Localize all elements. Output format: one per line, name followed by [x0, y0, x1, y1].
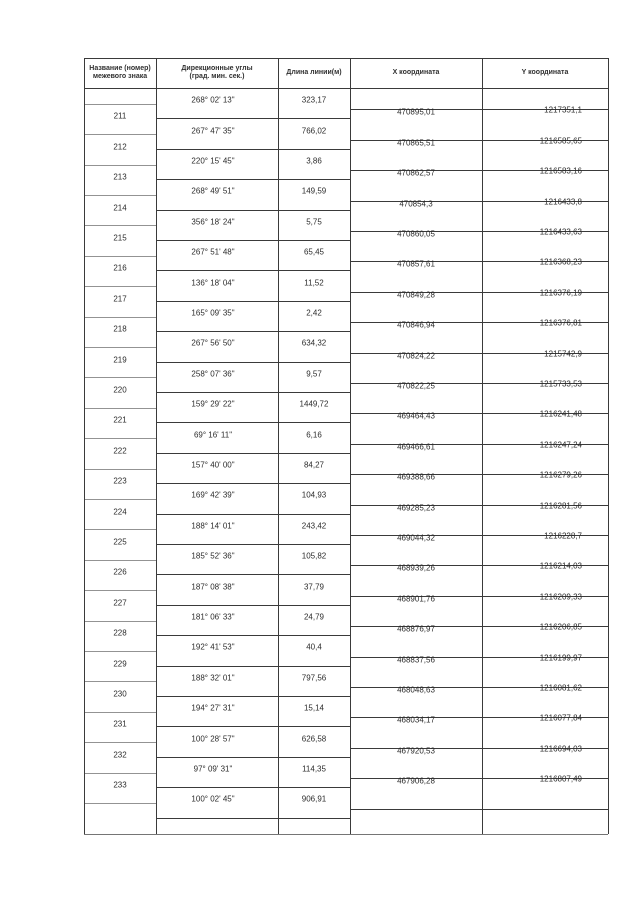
length-cell: 11,52 — [304, 278, 324, 288]
y-coordinate-cell: 1216585,65 — [539, 136, 582, 146]
y-coordinate-cell: 1216376,81 — [539, 318, 582, 328]
row-separator-angle — [156, 270, 350, 271]
x-coordinate-cell: 469466,61 — [397, 442, 435, 452]
row-separator-name — [84, 377, 156, 378]
length-cell: 104,93 — [301, 490, 327, 500]
row-separator-name — [84, 590, 156, 591]
point-name-cell: 219 — [113, 355, 127, 365]
point-name-cell: 231 — [113, 719, 127, 729]
row-separator-name — [84, 438, 156, 439]
row-separator-angle — [156, 331, 350, 332]
y-coordinate-cell: 1215733,53 — [539, 379, 582, 389]
point-name-cell: 222 — [113, 446, 127, 456]
point-name-cell: 225 — [113, 537, 127, 547]
row-separator-angle — [156, 453, 350, 454]
length-cell: 40,4 — [306, 642, 322, 652]
point-name-cell: 212 — [113, 142, 127, 152]
angle-cell: 69° 16' 11" — [193, 430, 233, 440]
length-cell: 797,56 — [301, 673, 327, 683]
angle-cell: 100° 28' 57" — [191, 734, 235, 744]
x-coordinate-cell: 470849,28 — [397, 290, 435, 300]
length-cell: 243,42 — [301, 521, 327, 531]
y-coordinate-cell: 1216368,23 — [539, 257, 582, 267]
point-name-cell: 233 — [113, 780, 127, 790]
y-coordinate-cell: 1216281,56 — [539, 501, 582, 511]
table-bottom-border — [84, 834, 608, 835]
row-separator-name — [84, 256, 156, 257]
length-cell: 9,57 — [306, 369, 322, 379]
x-coordinate-cell: 470895,01 — [397, 107, 435, 117]
y-coordinate-cell: 1215742,9 — [544, 349, 582, 359]
row-separator-angle — [156, 696, 350, 697]
row-separator-name — [84, 499, 156, 500]
row-separator-name — [84, 347, 156, 348]
angle-cell: 136° 18' 04" — [191, 278, 235, 288]
x-coordinate-cell: 470857,61 — [397, 259, 435, 269]
row-separator-angle — [156, 514, 350, 515]
y-coordinate-cell: 1216433,8 — [544, 197, 582, 207]
length-cell: 65,45 — [303, 247, 325, 257]
x-coordinate-cell: 470862,57 — [397, 168, 435, 178]
x-coordinate-cell: 468034,17 — [397, 715, 435, 725]
length-cell: 149,59 — [301, 186, 327, 196]
point-name-cell: 218 — [113, 324, 127, 334]
point-name-cell: 215 — [113, 233, 127, 243]
x-coordinate-cell: 469464,43 — [397, 411, 435, 421]
point-name-cell: 213 — [113, 172, 127, 182]
row-separator-coords — [350, 809, 608, 810]
point-name-cell: 211 — [113, 111, 127, 121]
x-coordinate-cell: 468876,97 — [397, 624, 435, 634]
angle-cell: 356° 18' 24" — [191, 217, 235, 227]
x-coordinate-cell: 467906,28 — [397, 776, 435, 786]
length-cell: 114,35 — [302, 764, 326, 774]
x-coordinate-cell: 469388,66 — [397, 472, 435, 482]
angle-cell: 157° 40' 00" — [191, 460, 235, 470]
row-separator-name — [84, 560, 156, 561]
angle-cell: 165° 09' 35" — [191, 308, 235, 318]
x-coordinate-cell: 470854,3 — [399, 199, 433, 209]
point-name-cell: 217 — [113, 294, 127, 304]
row-separator-name — [84, 317, 156, 318]
point-name-cell: 223 — [113, 476, 127, 486]
column-border — [608, 58, 609, 834]
row-separator-angle — [156, 666, 350, 667]
x-coordinate-cell: 470822,25 — [397, 381, 435, 391]
row-separator-name — [84, 286, 156, 287]
x-coordinate-cell: 469044,32 — [397, 533, 435, 543]
point-name-cell: 229 — [113, 659, 127, 669]
angle-cell: 100° 02' 45" — [191, 794, 235, 804]
point-name-cell: 224 — [113, 507, 127, 517]
row-separator-name — [84, 681, 156, 682]
point-name-cell: 227 — [113, 598, 127, 608]
point-name-cell: 216 — [113, 263, 127, 273]
column-border — [156, 58, 157, 834]
row-separator-name — [84, 134, 156, 135]
row-separator-angle — [156, 483, 350, 484]
length-cell: 105,82 — [301, 551, 327, 561]
angle-cell: 188° 14' 01" — [191, 521, 235, 531]
row-separator-angle — [156, 179, 350, 180]
header-x: X координата — [392, 69, 440, 76]
y-coordinate-cell: 1216247,24 — [539, 440, 582, 450]
y-coordinate-cell: 1216081,62 — [539, 683, 582, 693]
y-coordinate-cell: 1216206,85 — [539, 622, 582, 632]
row-separator-name — [84, 773, 156, 774]
column-border — [278, 58, 279, 834]
x-coordinate-cell: 470860,05 — [397, 229, 435, 239]
angle-cell: 267° 56' 50" — [191, 338, 235, 348]
x-coordinate-cell: 469285,23 — [397, 503, 435, 513]
y-coordinate-cell: 1216077,84 — [539, 713, 582, 723]
angle-cell: 194° 27' 31" — [191, 703, 235, 713]
row-separator-angle — [156, 118, 350, 119]
angle-cell: 97° 09' 31" — [193, 764, 233, 774]
angle-cell: 188° 32' 01" — [191, 673, 235, 683]
length-cell: 15,14 — [303, 703, 325, 713]
angle-cell: 220° 15' 45" — [191, 156, 235, 166]
y-coordinate-cell: 1216241,48 — [539, 409, 582, 419]
y-coordinate-cell: 1216214,03 — [539, 561, 582, 571]
angle-cell: 267° 51' 48" — [191, 247, 235, 257]
length-cell: 634,32 — [301, 338, 327, 348]
length-cell: 766,02 — [301, 126, 327, 136]
x-coordinate-cell: 470846,94 — [397, 320, 435, 330]
row-separator-name — [84, 803, 156, 804]
row-separator-name — [84, 651, 156, 652]
y-coordinate-cell: 1216279,26 — [539, 470, 582, 480]
y-coordinate-cell: 1216199,97 — [539, 653, 582, 663]
y-coordinate-cell: 1216583,16 — [539, 166, 582, 176]
column-border — [84, 58, 85, 834]
point-name-cell: 230 — [113, 689, 127, 699]
row-separator-name — [84, 742, 156, 743]
angle-cell: 258° 07' 36" — [191, 369, 235, 379]
row-separator-angle — [156, 726, 350, 727]
x-coordinate-cell: 468048,63 — [397, 685, 435, 695]
row-separator-angle — [156, 605, 350, 606]
row-separator-angle — [156, 787, 350, 788]
length-cell: 5,75 — [306, 217, 322, 227]
header-angle: Дирекционные углы (град. мин. сек.) — [181, 65, 253, 80]
header-bottom-border — [84, 88, 608, 89]
y-coordinate-cell: 1216376,19 — [539, 288, 582, 298]
length-cell: 3,86 — [306, 156, 322, 166]
y-coordinate-cell: 1216807,49 — [539, 774, 582, 784]
row-separator-angle — [156, 392, 350, 393]
row-separator-angle — [156, 210, 350, 211]
length-cell: 24,79 — [303, 612, 325, 622]
point-name-cell: 214 — [113, 203, 127, 213]
length-cell: 906,91 — [301, 794, 327, 804]
row-separator-angle — [156, 240, 350, 241]
row-separator-angle — [156, 362, 350, 363]
x-coordinate-cell: 468939,26 — [397, 563, 435, 573]
length-cell: 84,27 — [303, 460, 325, 470]
row-separator-name — [84, 225, 156, 226]
angle-cell: 268° 02' 13" — [191, 95, 235, 105]
row-separator-angle — [156, 149, 350, 150]
x-coordinate-cell: 468901,76 — [397, 594, 435, 604]
point-name-cell: 232 — [113, 750, 127, 760]
y-coordinate-cell: 1216694,03 — [539, 744, 582, 754]
angle-cell: 181° 06' 33" — [191, 612, 235, 622]
row-separator-name — [84, 195, 156, 196]
row-separator-name — [84, 165, 156, 166]
point-name-cell: 226 — [113, 567, 127, 577]
length-cell: 323,17 — [301, 95, 327, 105]
row-separator-name — [84, 408, 156, 409]
y-coordinate-cell: 1216209,33 — [539, 592, 582, 602]
point-name-cell: 228 — [113, 628, 127, 638]
row-separator-angle — [156, 635, 350, 636]
angle-cell: 185° 52' 36" — [191, 551, 235, 561]
angle-cell: 267° 47' 35" — [191, 126, 235, 136]
x-coordinate-cell: 470865,51 — [397, 138, 435, 148]
angle-cell: 169° 42' 39" — [191, 490, 235, 500]
angle-cell: 159° 29' 22" — [191, 399, 235, 409]
x-coordinate-cell: 467920,53 — [397, 746, 435, 756]
header-name: Название (номер) межевого знака — [89, 65, 151, 80]
row-separator-angle — [156, 757, 350, 758]
x-coordinate-cell: 468837,56 — [397, 655, 435, 665]
row-separator-angle — [156, 422, 350, 423]
length-cell: 2,42 — [306, 308, 322, 318]
header-y: Y координата — [521, 69, 569, 76]
angle-cell: 187° 08' 38" — [191, 582, 235, 592]
row-separator-name — [84, 621, 156, 622]
length-cell: 1449,72 — [299, 399, 329, 409]
length-cell: 37,79 — [303, 582, 325, 592]
point-name-cell: 221 — [113, 415, 127, 425]
angle-cell: 192° 41' 53" — [191, 642, 235, 652]
row-separator-angle — [156, 818, 350, 819]
row-separator-angle — [156, 544, 350, 545]
point-name-cell: 220 — [113, 385, 127, 395]
length-cell: 626,58 — [301, 734, 327, 744]
angle-cell: 268° 49' 51" — [191, 186, 235, 196]
header-length: Длина линии(м) — [286, 69, 342, 76]
y-coordinate-cell: 1217351,1 — [544, 105, 582, 115]
row-separator-name — [84, 104, 156, 105]
row-separator-name — [84, 469, 156, 470]
length-cell: 6,16 — [306, 430, 322, 440]
row-separator-angle — [156, 574, 350, 575]
row-separator-name — [84, 529, 156, 530]
row-separator-name — [84, 712, 156, 713]
row-separator-angle — [156, 301, 350, 302]
x-coordinate-cell: 470824,22 — [397, 351, 435, 361]
y-coordinate-cell: 1216228,7 — [544, 531, 582, 541]
table-top-border — [84, 58, 608, 59]
y-coordinate-cell: 1216433,63 — [539, 227, 582, 237]
